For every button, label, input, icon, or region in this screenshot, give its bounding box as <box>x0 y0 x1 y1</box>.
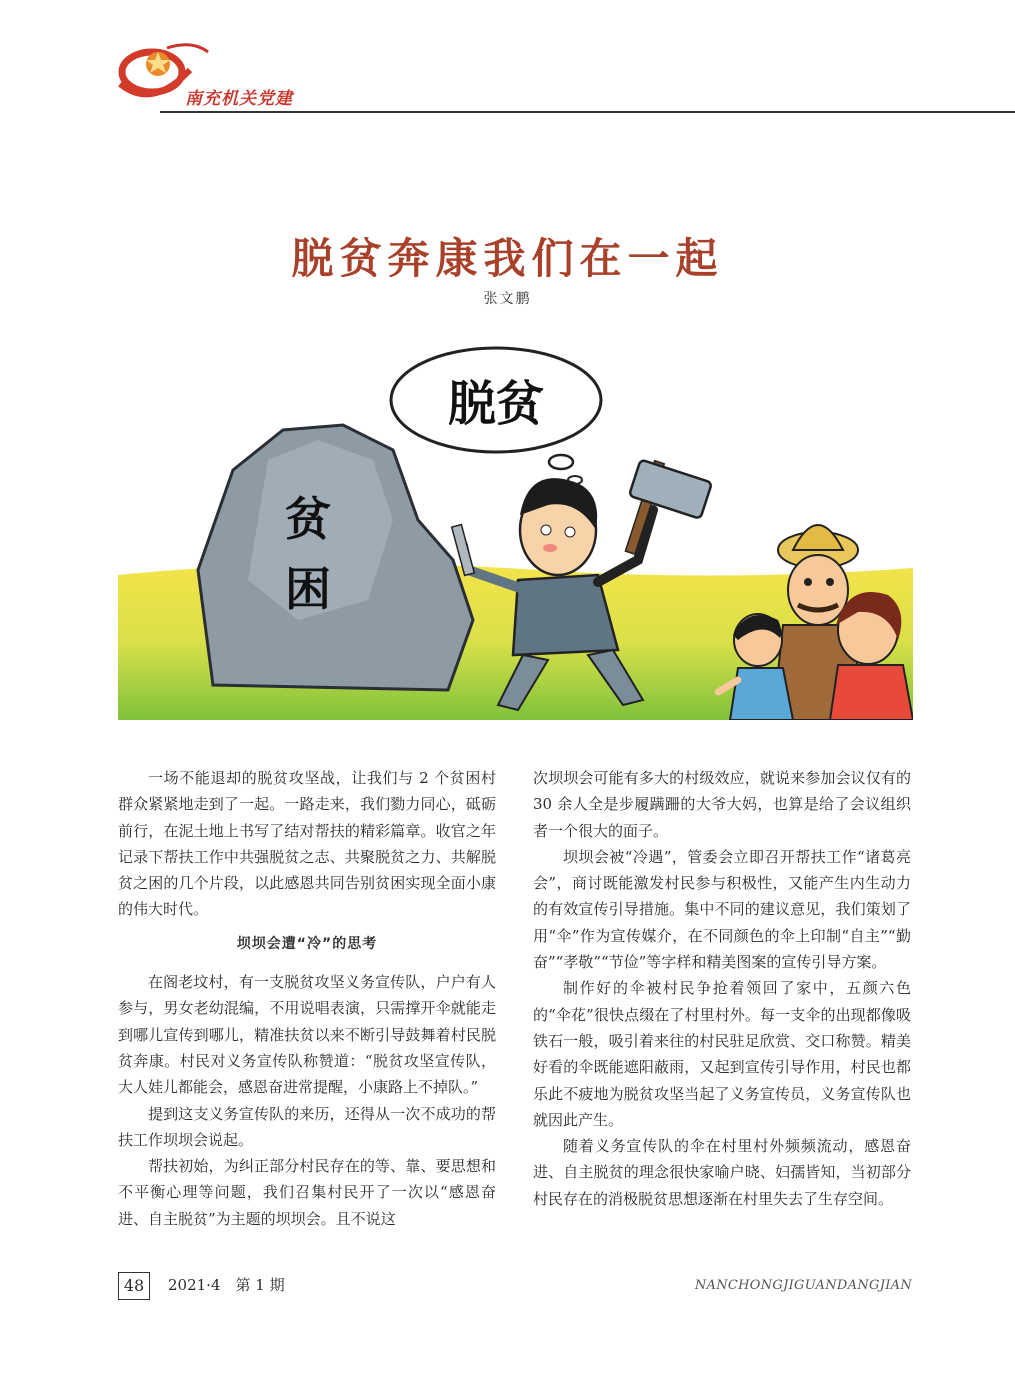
article-title: 脱贫奔康我们在一起 <box>291 234 724 283</box>
journal-name-roman: NANCHONGJIGUANDANGJIAN <box>694 1278 912 1293</box>
paragraph: 在阁老坟村，有一支脱贫攻坚义务宣传队，户户有人参与，男女老幼混编，不用说唱表演，只需撑开伞就能走到哪儿宣传到哪儿，精准扶贫以来不断引导鼓舞着村民脱贫奔康。村民对义务宣传队称赞道：“脱贫攻坚宣传队，大人娃儿都能会，感恩奋进常提醒，小康路上不掉队。” <box>118 973 496 1097</box>
issue-info: 2021·4 第 1 期 <box>168 1276 285 1294</box>
bubble-text: 脱贫 <box>447 376 545 432</box>
header-rule <box>160 111 1015 113</box>
paragraph: 提到这支义务宣传队的来历，还得从一次不成功的帮扶工作坝坝会说起。 <box>118 1104 496 1149</box>
poverty-cartoon-image <box>118 320 913 720</box>
paragraph-continued: 次坝坝会可能有多大的村级效应，就说来参加会议仅有的 30 余人全是步履蹒跚的大爷大妈，也算是给了会议组织者一个很大的面子。 <box>533 769 911 840</box>
journal-name: 南充机关党建 <box>185 89 293 109</box>
paragraph: 一场不能退却的脱贫攻坚战，让我们与 2 个贫困村群众紧紧地走到了一起。一路走来，我们勠力同心，砥砺前行，在泥土地上书写了结对帮扶的精彩篇章。收官之年记录下帮扶工作中共强脱贫之志、共聚脱贫之力、共解脱贫之困的几个片段，以此感恩共同告别贫困实现全面小康的伟大时代。 <box>118 769 496 919</box>
rock-text-1: 贫 <box>285 492 331 546</box>
left-column <box>118 765 496 1232</box>
right-column <box>533 765 911 1212</box>
paragraph: 制作好的伞被村民争抢着领回了家中，五颜六色的“伞花”很快点缀在了村里村外。每一支伞的出现都像吸铁石一般，吸引着来往的村民驻足欣赏、交口称赞。精美好看的伞既能遮阳蔽雨，又起到宣传引导作用，村民也都乐此不疲地为脱贫攻坚当起了义务宣传员，义务宣传队也就因此产生。 <box>533 979 911 1129</box>
paragraph: 帮扶初始，为纠正部分村民存在的等、靠、要思想和不平衡心理等问题，我们召集村民开了一次以“感恩奋进、自主脱贫”为主题的坝坝会。且不说这 <box>118 1157 496 1228</box>
cartoon-illustration <box>118 320 913 720</box>
section-heading: 坝坝会遭“冷”的思考 <box>236 935 378 952</box>
paragraph: 坝坝会被“冷遇”，管委会立即召开帮扶工作“诸葛亮会”，商讨既能激发村民参与积极性，又能产生内生动力的有效宣传引导措施。集中不同的建议意见，我们策划了用“伞”作为宣传媒介，在不同颜色的伞上印制“自主”“勤奋”“孝敬”“节俭”等字样和精美图案的宣传引导方案。 <box>533 847 911 972</box>
page-number: 48 <box>118 1272 150 1300</box>
rock-text-2: 困 <box>285 562 331 616</box>
paragraph: 随着义务宣传队的伞在村里村外频频流动，感恩奋进、自主脱贫的理念很快家喻户晓、妇孺皆知，当初部分村民存在的消极脱贫思想逐渐在村里失去了生存空间。 <box>533 1137 911 1208</box>
author-name: 张文鹏 <box>483 291 532 307</box>
